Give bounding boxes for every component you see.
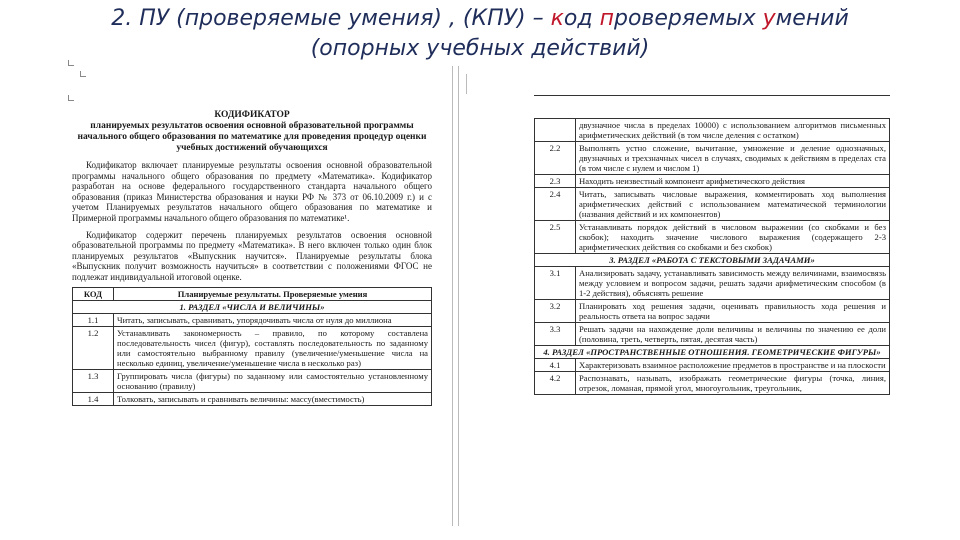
row-text: Находить неизвестный компонент арифметического действия: [576, 175, 890, 188]
slide-title-line1: [0, 4, 960, 34]
row-text: Группировать числа (фигуры) по заданному или самостоятельно установленному основанию (правилу): [114, 369, 432, 392]
header-results: Планируемые результаты. Проверяемые умения: [114, 287, 432, 300]
section-row: [535, 346, 890, 359]
codifier-table-right: [534, 118, 890, 395]
section-title: 4. РАЗДЕЛ «ПРОСТРАНСТВЕННЫЕ ОТНОШЕНИЯ. ГЕОМЕТРИЧЕСКИЕ ФИГУРЫ»: [535, 346, 890, 359]
table-row: [535, 323, 890, 346]
row-text: Толковать, записывать и сравнивать величины: массу(вместимость): [114, 392, 432, 405]
row-code: 3.3: [535, 323, 576, 346]
row-text: Анализировать задачу, устанавливать зависимость между величинами, взаимосвязь между условием и вопросом задачи, решать задачи арифметическим способом (в 1-2 действия), объяснять решение: [576, 267, 890, 300]
title-accent-p: п: [599, 6, 614, 31]
codifier-subheading: планируемых результатов освоения основной образовательной программы начального общего образования по математике для проведения процедур оценки учебных достижений обучающихся: [77, 121, 427, 153]
row-code: 4.1: [535, 359, 576, 372]
intro-paragraph-2: Кодификатор содержит перечень планируемых результатов освоения основной образовательной программы по предмету «Математика». В него включен только один блок планируемых результатов «Выпускник научится». Планируемые результаты блока «Выпускник получит возможность научиться» в соответствии с положениями ФГОС не подлежат индивидуальной итоговой оценке.: [72, 229, 432, 282]
row-code: 3.1: [535, 267, 576, 300]
title-part: роверяемых: [613, 6, 763, 31]
row-text: Устанавливать закономерность – правило, по которому составлена последовательность чисел (фигур), составлять последовательность по заданному или самостоятельно выбранному правилу (увеличение/уменьшение числа на несколько единиц, увеличение/уменьшение числа в несколько раз): [114, 326, 432, 369]
row-text: Планировать ход решения задачи, оценивать правильность хода решения и реальность ответа на вопрос задачи: [576, 300, 890, 323]
placeholder-mark: [68, 95, 74, 101]
row-text: двузначное числа в пределах 10000) с использованием алгоритмов письменных арифметических действий (в том числе деления с остатком): [576, 119, 890, 142]
header-code: КОД: [73, 287, 114, 300]
row-text: Выполнять устно сложение, вычитание, умножение и деление однозначных, двузначных и трехзначных чисел в случаях, сводимых к действиям в пределах ста (в том числе с нулем и числом 1): [576, 142, 890, 175]
page-divider: [466, 74, 467, 94]
placeholder-mark: [68, 60, 74, 66]
table-row: [535, 221, 890, 254]
table-row: [535, 267, 890, 300]
row-code: 2.4: [535, 188, 576, 221]
row-code: 1.4: [73, 392, 114, 405]
slide-title-line2: (опорных учебных действий): [310, 36, 650, 61]
section-row: [535, 254, 890, 267]
row-code: 1.1: [73, 313, 114, 326]
title-accent-k: к: [550, 6, 564, 31]
table-row: [535, 142, 890, 175]
intro-paragraph: Кодификатор включает планируемые результаты освоения основной образовательной программы начального общего образования по предмету «Математика». Кодификатор разработан на основе федерального государственного стандарта начального общего образования (приказ Министерства образования и науки РФ № 373 от 06.10.2009 г.) и с учетом Планируемых результатов начального общего образования по математике и Примерной программы начального общего образования по математике¹.: [72, 160, 432, 223]
section-title: 1. РАЗДЕЛ «ЧИСЛА И ВЕЛИЧИНЫ»: [73, 300, 432, 313]
row-code: 3.2: [535, 300, 576, 323]
title-part: од: [563, 6, 600, 31]
codifier-heading: КОДИФИКАТОР: [214, 110, 290, 120]
right-page-top-rule: [534, 95, 890, 96]
title-prefix: 2. ПУ (проверяемые умения) , (КПУ) –: [111, 6, 551, 31]
table-row: [535, 359, 890, 372]
row-code: 2.5: [535, 221, 576, 254]
table-row: [535, 188, 890, 221]
page-divider: [458, 66, 459, 526]
table-row: [73, 313, 432, 326]
row-text: Решать задачи на нахождение доли величины и величины по значению ее доли (половина, треть, четверть, пятая, десятая часть): [576, 323, 890, 346]
right-document-page: [534, 118, 890, 395]
table-row: [73, 369, 432, 392]
title-part: мений: [775, 6, 849, 31]
section-row: [73, 300, 432, 313]
slide-title: [0, 4, 960, 64]
row-code: 1.2: [73, 326, 114, 369]
table-header-row: [73, 287, 432, 300]
row-code: [535, 119, 576, 142]
table-row: [73, 392, 432, 405]
table-row: [535, 119, 890, 142]
placeholder-mark: [80, 71, 86, 77]
row-code: 2.3: [535, 175, 576, 188]
title-accent-u: у: [762, 6, 776, 31]
table-row: [73, 326, 432, 369]
row-code: 4.2: [535, 372, 576, 395]
row-text: Устанавливать порядок действий в числовом выражении (со скобками и без скобок); находить значение числового выражения (содержащего 2-3 арифметических действия со скобками и без скобок): [576, 221, 890, 254]
row-code: 1.3: [73, 369, 114, 392]
row-text: Характеризовать взаимное расположение предметов в пространстве и на плоскости: [576, 359, 890, 372]
table-row: [535, 372, 890, 395]
row-text: Читать, записывать, сравнивать, упорядочивать числа от нуля до миллиона: [114, 313, 432, 326]
table-row: [535, 175, 890, 188]
page-divider: [452, 66, 453, 526]
codifier-table-left: [72, 287, 432, 406]
row-code: 2.2: [535, 142, 576, 175]
row-text: Распознавать, называть, изображать геометрические фигуры (точка, линия, отрезок, ломаная, прямой угол, многоугольник, треугольник,: [576, 372, 890, 395]
row-text: Читать, записывать числовые выражения, комментировать ход выполнения арифметических действий с использованием математической терминологии (названия действий и их компонентов): [576, 188, 890, 221]
section-title: 3. РАЗДЕЛ «РАБОТА С ТЕКСТОВЫМИ ЗАДАЧАМИ»: [535, 254, 890, 267]
left-document-page: [72, 110, 432, 406]
table-row: [535, 300, 890, 323]
